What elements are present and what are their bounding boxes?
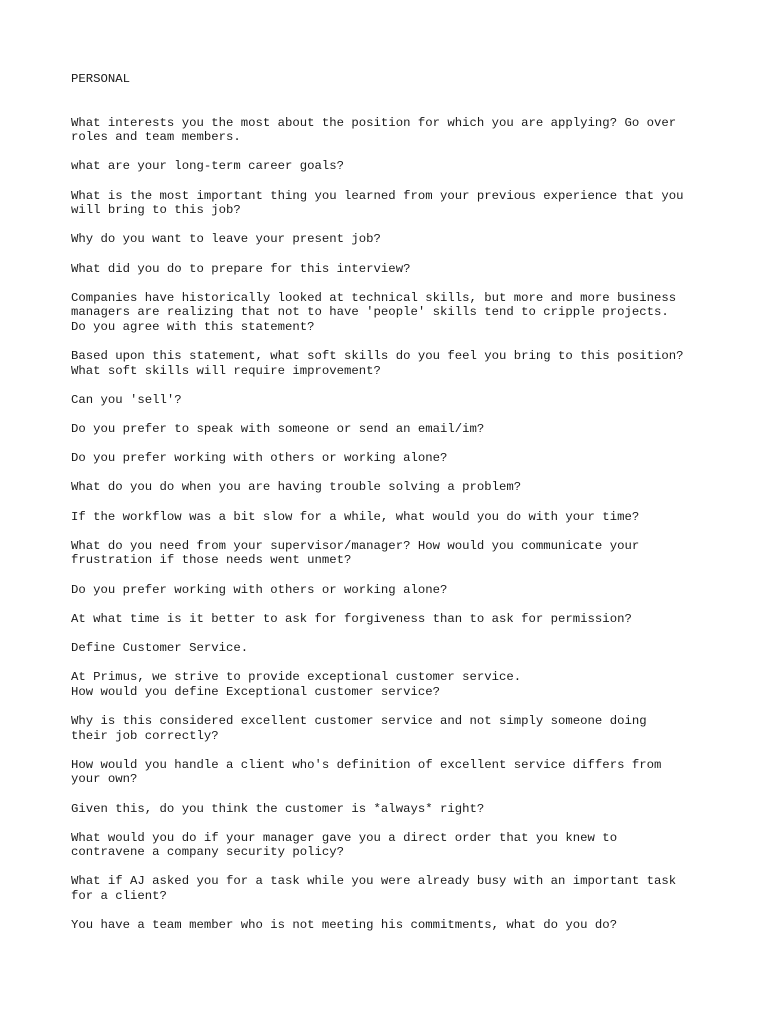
question-line: Do you prefer working with others or working alone? — [71, 582, 448, 597]
question-line: will bring to this job? — [71, 203, 241, 218]
question-line: Companies have historically looked at technical skills, but more and more business — [71, 290, 677, 305]
question-item — [71, 116, 711, 145]
question-item — [71, 291, 711, 335]
question-item — [71, 612, 711, 627]
question-item — [71, 714, 711, 743]
question-list — [71, 116, 711, 933]
question-item — [71, 189, 711, 218]
question-line: What is the most important thing you learned from your previous experience that you — [71, 188, 684, 203]
question-item — [71, 874, 711, 903]
section-heading: PERSONAL — [71, 72, 131, 86]
question-line: Based upon this statement, what soft skills do you feel you bring to this position? — [71, 349, 684, 364]
question-item — [71, 539, 711, 568]
question-line: Do you prefer to speak with someone or send an email/im? — [71, 422, 485, 437]
question-item — [71, 758, 711, 787]
question-line: At Primus, we strive to provide exceptional customer service. — [71, 670, 522, 685]
question-item — [71, 393, 711, 408]
question-line: How would you define Exceptional customer service? — [71, 684, 440, 699]
question-item — [71, 422, 711, 437]
question-line: You have a team member who is not meeting his commitments, what do you do? — [71, 918, 618, 933]
question-line: What do you do when you are having trouble solving a problem? — [71, 480, 522, 495]
question-item — [71, 641, 711, 656]
question-item — [71, 670, 711, 699]
question-line: What do you need from your supervisor/manager? How would you communicate your — [71, 538, 640, 553]
question-line: Do you agree with this statement? — [71, 319, 315, 334]
question-line: If the workflow was a bit slow for a while, what would you do with your time? — [71, 509, 640, 524]
question-item — [71, 451, 711, 466]
question-item — [71, 232, 711, 247]
question-item — [71, 349, 711, 378]
question-line: Given this, do you think the customer is *always* right? — [71, 801, 485, 816]
question-item — [71, 510, 711, 525]
question-line: Why is this considered excellent customer service and not simply someone doing — [71, 713, 647, 728]
question-line: At what time is it better to ask for forgiveness than to ask for permission? — [71, 611, 632, 626]
question-line: for a client? — [71, 889, 167, 904]
document-page — [71, 72, 711, 947]
question-line: what are your long-term career goals? — [71, 159, 345, 174]
question-line: roles and team members. — [71, 130, 241, 145]
question-line: Define Customer Service. — [71, 640, 249, 655]
question-item — [71, 918, 711, 933]
question-line: frustration if those needs went unmet? — [71, 553, 352, 568]
question-line: Do you prefer working with others or working alone? — [71, 451, 448, 466]
question-line: How would you handle a client who's definition of excellent service differs from — [71, 757, 662, 772]
question-item — [71, 159, 711, 174]
question-line: Why do you want to leave your present job? — [71, 232, 381, 247]
question-line: What would you do if your manager gave you a direct order that you knew to — [71, 830, 618, 845]
question-item — [71, 831, 711, 860]
question-line: your own? — [71, 772, 138, 787]
question-line: contravene a company security policy? — [71, 845, 345, 860]
question-item — [71, 480, 711, 495]
question-line: What if AJ asked you for a task while you were already busy with an important task — [71, 874, 677, 889]
question-line: their job correctly? — [71, 728, 219, 743]
question-line: managers are realizing that not to have 'people' skills tend to cripple projects. — [71, 305, 669, 320]
question-line: What interests you the most about the position for which you are applying? Go over — [71, 115, 677, 130]
question-item — [71, 583, 711, 598]
question-line: What soft skills will require improvement? — [71, 363, 381, 378]
question-line: What did you do to prepare for this interview? — [71, 261, 411, 276]
question-item — [71, 262, 711, 277]
question-item — [71, 802, 711, 817]
question-line: Can you 'sell'? — [71, 392, 182, 407]
